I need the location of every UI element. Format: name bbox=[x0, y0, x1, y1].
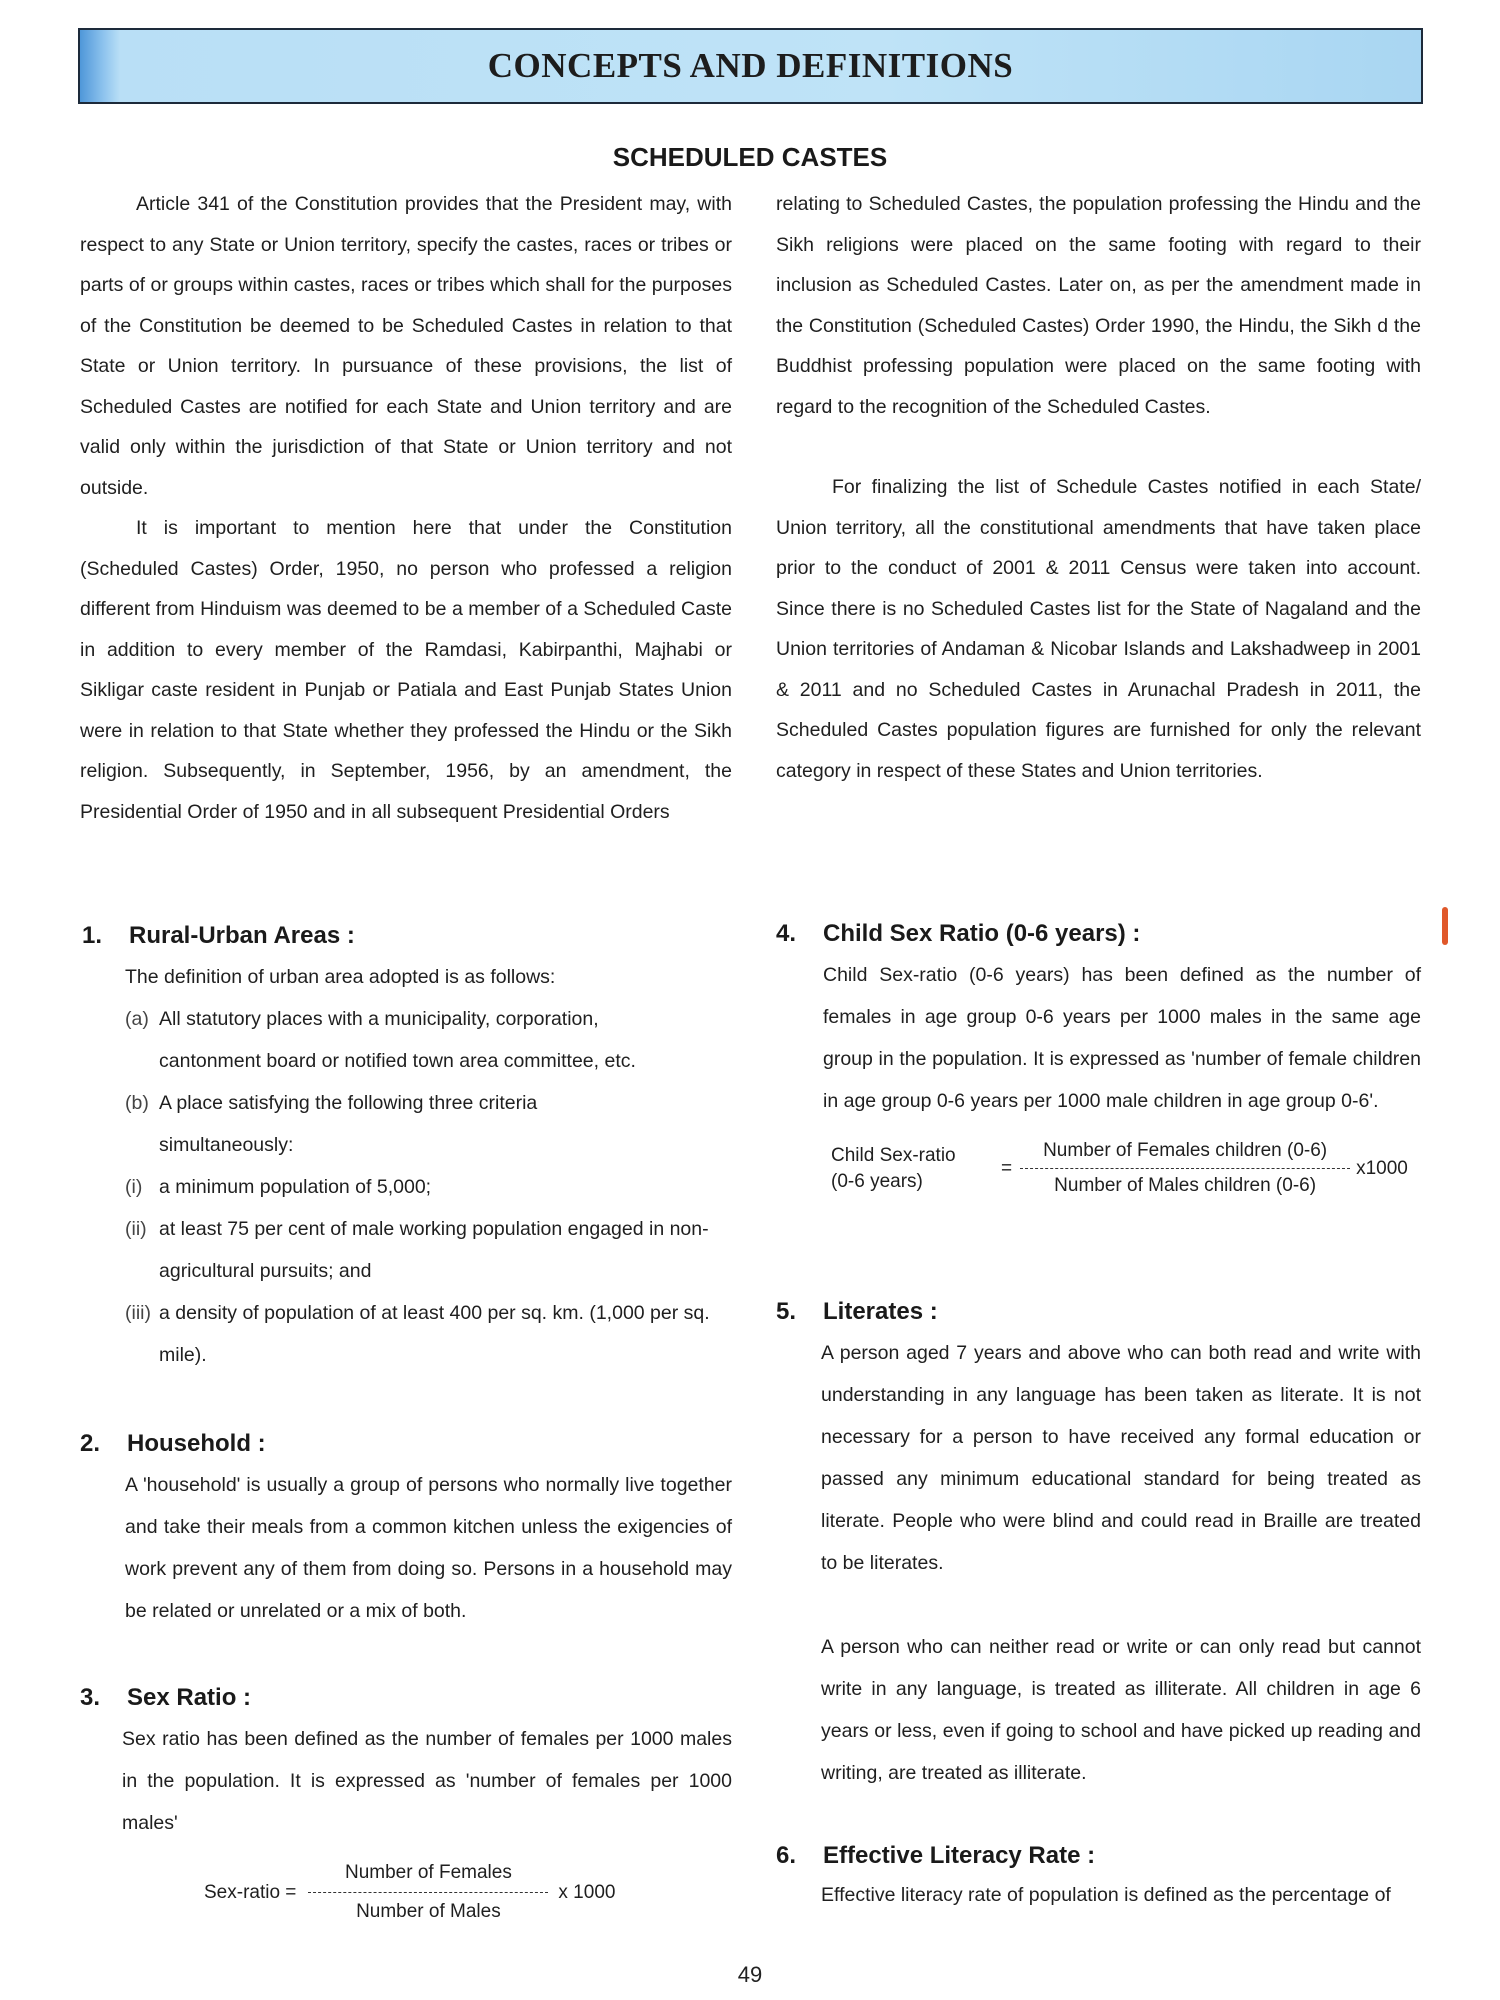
section-number: 5. bbox=[776, 1298, 797, 1325]
title-banner bbox=[78, 28, 1423, 104]
section-title bbox=[776, 1842, 1421, 1870]
section-body bbox=[823, 954, 1421, 1199]
section-number: 1. bbox=[82, 922, 103, 949]
list-item bbox=[125, 1292, 719, 1376]
item-text: A place satisfying the following three criteria simultaneously: bbox=[159, 1092, 538, 1156]
section-body bbox=[125, 956, 732, 1376]
section-text: A 'household' is usually a group of persons who normally live together and take their meals from a common kitchen unless the exigencies of work prevent any of them from doing so. Persons in a household may be related or unrelated or a mix of both. bbox=[125, 1474, 732, 1622]
section-sex-ratio bbox=[80, 1684, 732, 1927]
formula-denominator: Number of Males bbox=[356, 1901, 501, 1922]
list-item bbox=[125, 1166, 719, 1208]
section-title-text: Rural-Urban Areas : bbox=[129, 922, 355, 949]
formula-label bbox=[831, 1143, 1001, 1195]
item-label: (b) bbox=[125, 1092, 149, 1114]
item-label: (a) bbox=[125, 1008, 149, 1030]
section-title-text: Household : bbox=[127, 1430, 266, 1457]
section-rural-urban bbox=[82, 922, 732, 1376]
sex-ratio-formula bbox=[204, 1858, 732, 1927]
section-text: Sex ratio has been defined as the number of females per 1000 males in the population. It is expressed as 'number of females per 1000 males' bbox=[122, 1728, 732, 1834]
section-title bbox=[82, 922, 732, 950]
section-title-text: Literates : bbox=[823, 1298, 938, 1325]
item-text: a minimum population of 5,000; bbox=[159, 1176, 432, 1198]
formula-multiplier: x 1000 bbox=[558, 1881, 616, 1903]
section-effective-literacy-rate bbox=[776, 1842, 1421, 1916]
section-text: Child Sex-ratio (0-6 years) has been defined as the number of females in age group 0-6 years per 1000 males in the same age group in the population. It is expressed as 'number of female children in age group 0-6 years per 1000 male children in age group 0-6'. bbox=[823, 964, 1421, 1112]
intro-left-column bbox=[80, 184, 732, 832]
section-number: 2. bbox=[80, 1430, 101, 1457]
section-number: 3. bbox=[80, 1684, 101, 1711]
section-household bbox=[80, 1430, 732, 1632]
section-heading-scheduled-castes: SCHEDULED CASTES bbox=[612, 142, 888, 172]
section-title-text: Child Sex Ratio (0-6 years) : bbox=[823, 920, 1141, 947]
formula-numerator: Number of Females children (0-6) bbox=[1043, 1140, 1328, 1161]
formula-label: Sex-ratio = bbox=[204, 1881, 297, 1903]
formula-equals: = bbox=[1001, 1157, 1013, 1179]
page-edge-mark bbox=[1442, 907, 1448, 945]
item-label: (ii) bbox=[125, 1218, 147, 1240]
section-number: 4. bbox=[776, 920, 797, 947]
formula-numerator: Number of Females bbox=[344, 1862, 512, 1883]
section-text: A person aged 7 years and above who can both read and write with understanding in any language has been taken as literate. It is not necessary for a person to have received any formal education or passed any minimum educational standard for being treated as literate. People who were blind and could read in Braille are treated to be literates. bbox=[821, 1342, 1421, 1574]
section-body bbox=[821, 1874, 1421, 1916]
item-text: All statutory places with a municipality, corporation, cantonment board or notified town area committee, etc. bbox=[159, 1008, 636, 1072]
section-title bbox=[776, 920, 1421, 948]
section-lead: The definition of urban area adopted is as follows: bbox=[125, 966, 556, 988]
section-title-text: Sex Ratio : bbox=[127, 1684, 252, 1711]
page-number: 49 bbox=[737, 1962, 763, 1987]
list-item bbox=[125, 1208, 719, 1292]
section-body bbox=[122, 1718, 732, 1927]
list-item bbox=[125, 1082, 619, 1166]
formula-label-line: Child Sex-ratio bbox=[831, 1144, 956, 1166]
section-literates bbox=[776, 1298, 1421, 1794]
page-title: CONCEPTS AND DEFINITIONS bbox=[487, 46, 1014, 85]
intro-paragraph: Article 341 of the Constitution provides that the President may, with respect to any State or Union territory, specify the castes, races or tribes or parts of or groups within castes, races or tribes which shall for the purposes of the Constitution be deemed to be Scheduled Castes in relation to that State or Union territory. In pursuance of these provisions, the list of Scheduled Castes are notified for each State and Union territory and are valid only within the jurisdiction of that State or Union territory and not outside. bbox=[80, 193, 732, 499]
section-title bbox=[80, 1684, 732, 1712]
section-text: Effective literacy rate of population is defined as the percentage of bbox=[821, 1884, 1391, 1906]
formula-denominator: Number of Males children (0-6) bbox=[1054, 1175, 1317, 1196]
section-text: A person who can neither read or write or can only read but cannot write in any language, is treated as illiterate. All children in age 6 years or less, even if going to school and have picked up reading and writing, are treated as illiterate. bbox=[821, 1636, 1421, 1784]
item-label: (i) bbox=[125, 1176, 143, 1198]
intro-right-column bbox=[776, 184, 1421, 791]
child-sex-ratio-formula bbox=[831, 1138, 1421, 1199]
section-body bbox=[125, 1464, 732, 1632]
formula-label-line: (0-6 years) bbox=[831, 1170, 923, 1192]
section-child-sex-ratio bbox=[776, 920, 1421, 1199]
section-title-text: Effective Literacy Rate : bbox=[823, 1842, 1096, 1869]
formula-multiplier: x1000 bbox=[1356, 1157, 1408, 1179]
formula-fraction bbox=[1020, 1138, 1350, 1199]
intro-paragraph: relating to Scheduled Castes, the population professing the Hindu and the Sikh religions were placed on the same footing with regard to their inclusion as Scheduled Castes. Later on, as per the amendment made in the Constitution (Scheduled Castes) Order 1990, the Hindu, the Sikh d the Buddhist professing population were placed on the same footing with regard to the recognition of the Scheduled Castes. bbox=[776, 193, 1421, 418]
section-number: 6. bbox=[776, 1842, 797, 1869]
item-text: at least 75 per cent of male working population engaged in non-agricultural pursuits; and bbox=[159, 1218, 709, 1282]
section-title bbox=[776, 1298, 1421, 1326]
item-text: a density of population of at least 400 per sq. km. (1,000 per sq. mile). bbox=[159, 1302, 710, 1366]
formula-fraction bbox=[308, 1858, 548, 1927]
section-title bbox=[80, 1430, 732, 1458]
intro-paragraph: It is important to mention here that under the Constitution (Scheduled Castes) Order, 1950, no person who professed a religion different from Hinduism was deemed to be a member of a Scheduled Caste in addition to every member of the Ramdasi, Kabirpanthi, Majhabi or Sikligar caste resident in Punjab or Patiala and East Punjab States Union were in relation to that State whether they professed the Hindu or the Sikh religion. Subsequently, in September, 1956, by an amendment, the Presidential Order of 1950 and in all subsequent Presidential Orders bbox=[80, 517, 732, 823]
intro-paragraph: For finalizing the list of Schedule Castes notified in each State/ Union territory, all the constitutional amendments that have taken place prior to the conduct of 2001 & 2011 Census were taken into account. Since there is no Scheduled Castes list for the State of Nagaland and the Union territories of Andaman & Nicobar Islands and Lakshadweep in 2001 & 2011 and no Scheduled Castes in Arunachal Pradesh in 2011, the Scheduled Castes population figures are furnished for only the relevant category in respect of these States and Union territories. bbox=[776, 476, 1421, 782]
section-body bbox=[821, 1332, 1421, 1794]
item-label: (iii) bbox=[125, 1302, 151, 1324]
list-item bbox=[125, 998, 639, 1082]
